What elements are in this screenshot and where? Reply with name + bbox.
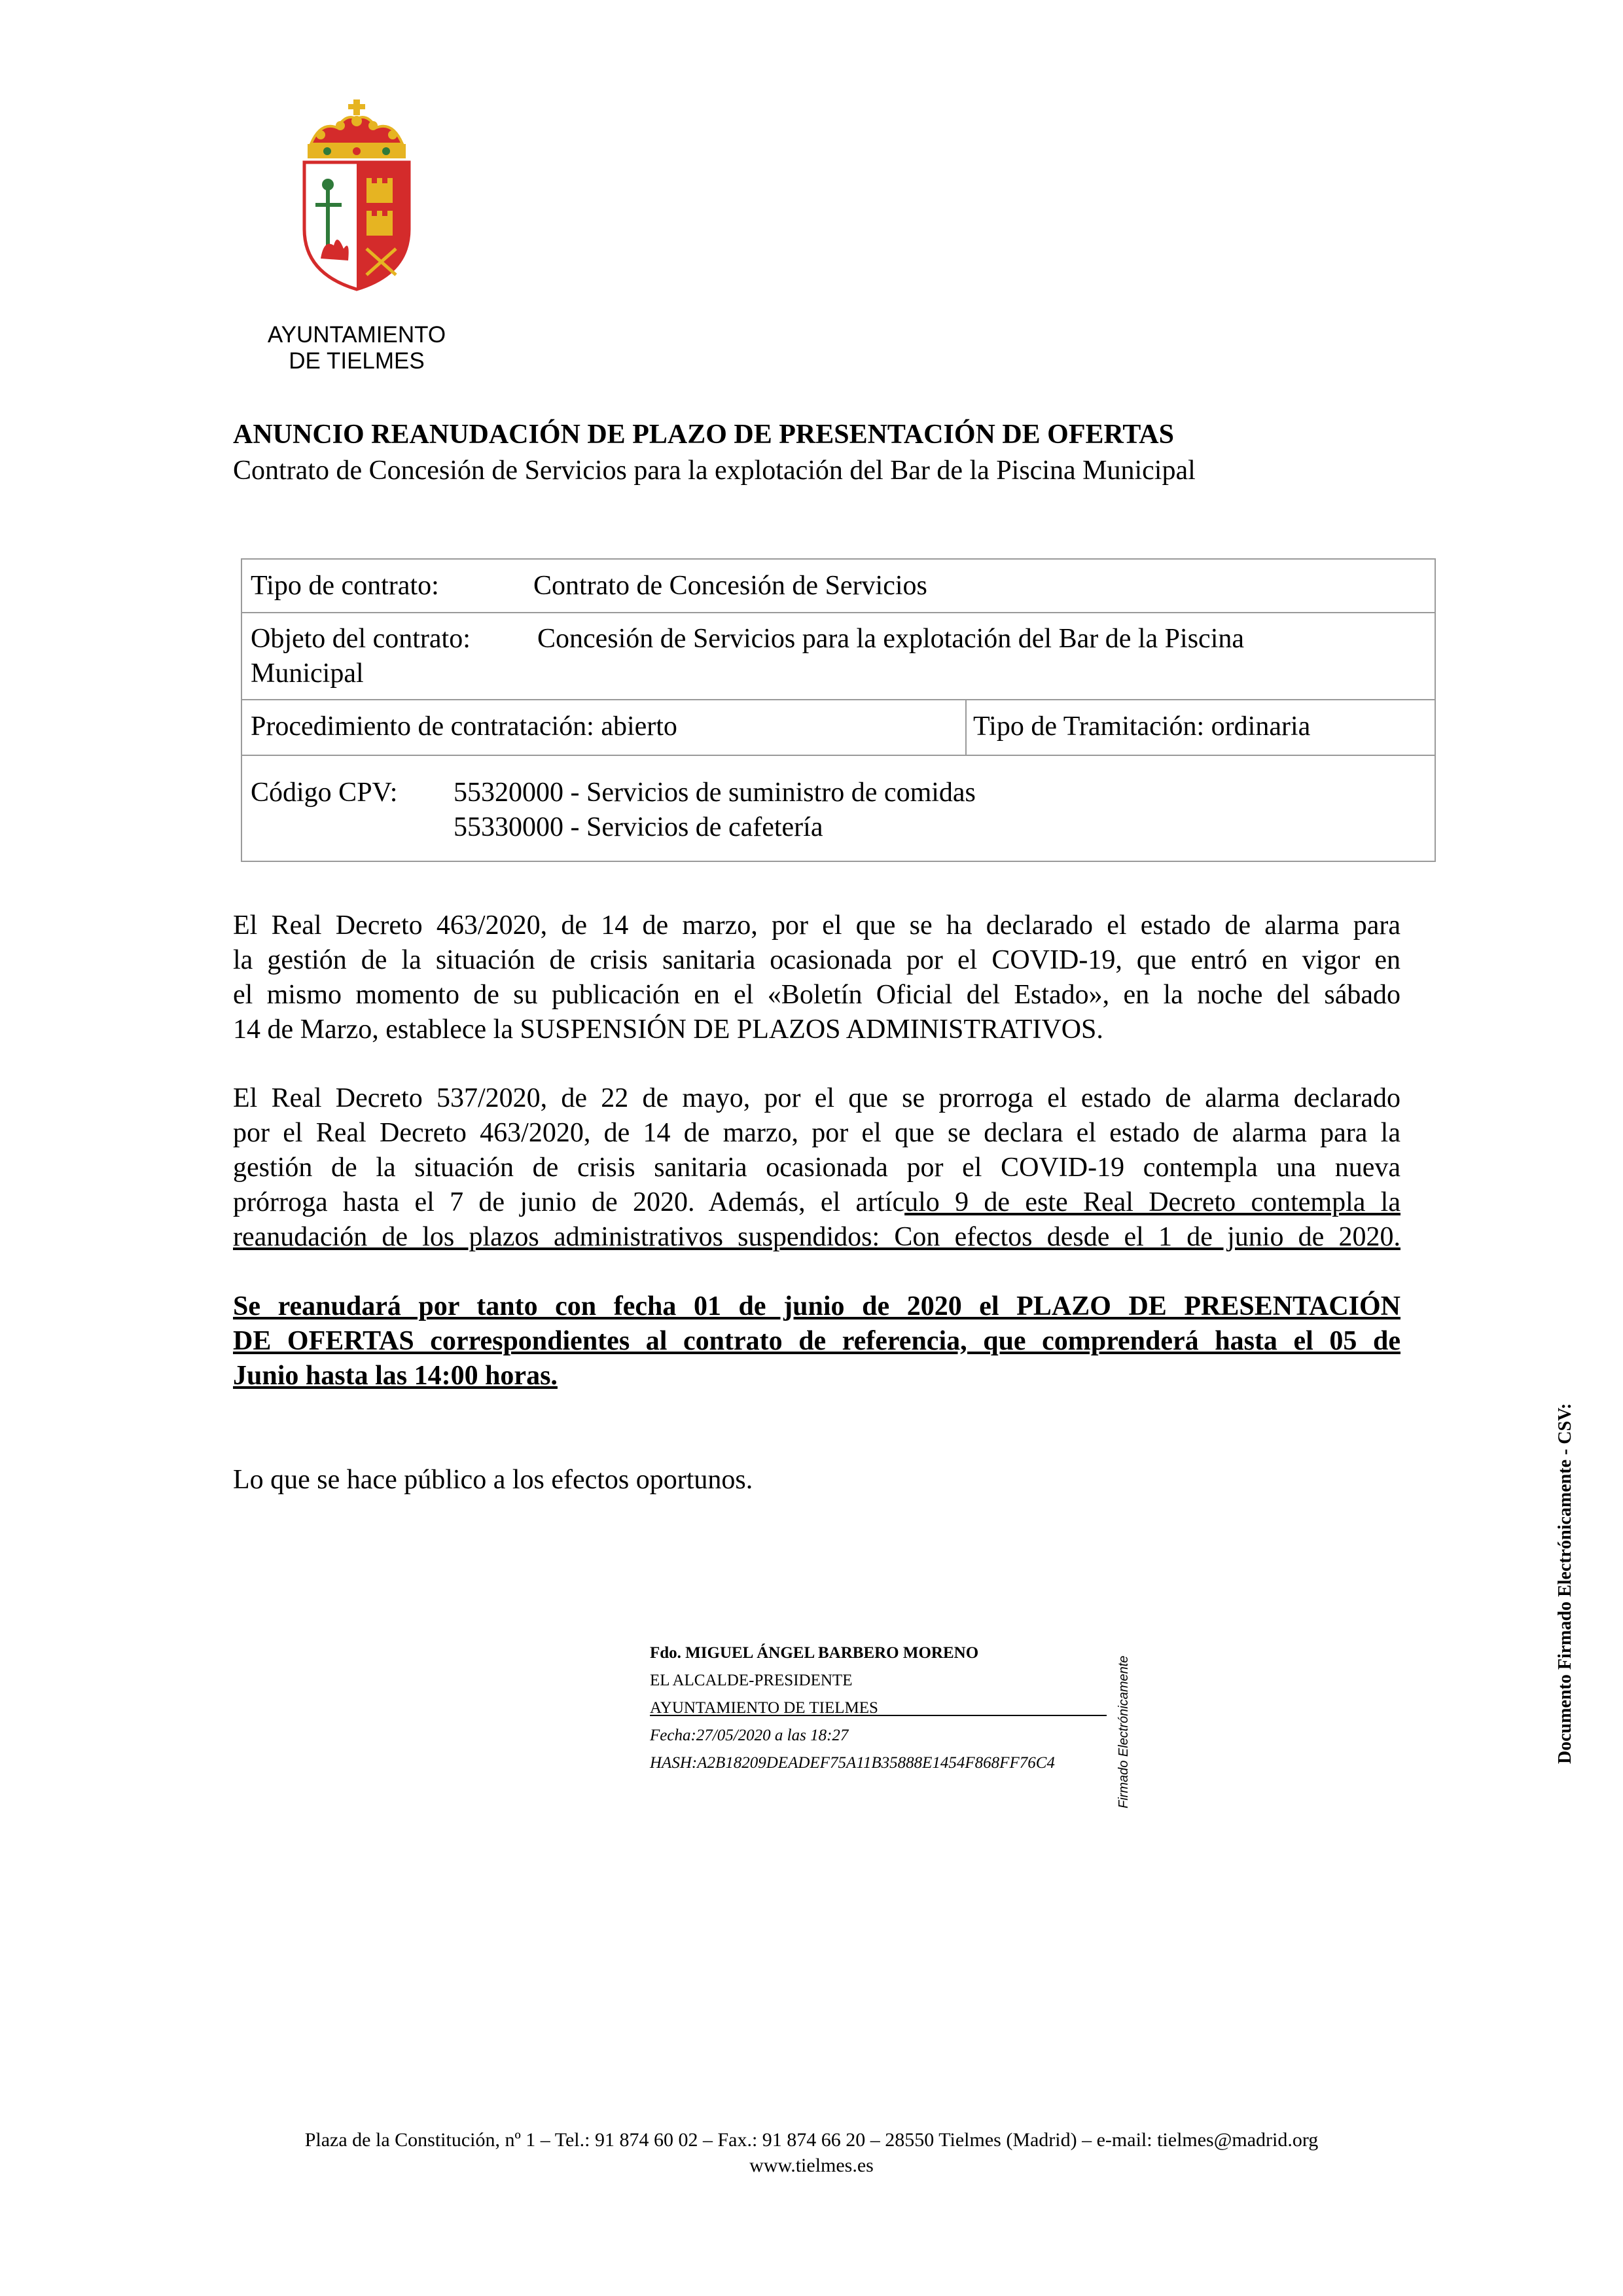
text-line: Lo que se hace público a los efectos oportunos. (233, 1465, 753, 1495)
footer-website-link[interactable]: www.tielmes.es (749, 2155, 874, 2176)
text-line: Junio hasta las 14:00 horas. (233, 1361, 558, 1391)
csv-text (1555, 1403, 1576, 1764)
csv-label: Documento Firmado Electrónicamente - CSV: (1555, 1403, 1575, 1764)
cpv-code-2: 55330000 - Servicios de cafetería (454, 812, 823, 842)
organization-name (216, 322, 497, 374)
table-divider (965, 699, 967, 755)
text-line: Se reanudará por tanto con fecha 01 de junio de 2020 el PLAZO DE PRESENTACIÓN (233, 1291, 1400, 1321)
objeto-contrato-value: Concesión de Servicios para la explotación del Bar de la Piscina (537, 624, 1245, 654)
objeto-contrato-value-cont: Municipal (251, 658, 364, 689)
paragraph-prorroga (233, 1081, 1400, 1255)
vertical-label-text: Firmado Electrónicamente (1116, 1655, 1131, 1808)
tipo-contrato-value: Contrato de Concesión de Servicios (533, 571, 927, 601)
signature-role: EL ALCALDE-PRESIDENTE (650, 1672, 853, 1689)
signature-vertical-label (1113, 1641, 1139, 1812)
text-segment: prórroga hasta el 7 de junio de 2020. Además, el artíc (233, 1187, 905, 1217)
tipo-tramitacion: Tipo de Tramitación: ordinaria (973, 711, 1311, 742)
signature-name: Fdo. MIGUEL ÁNGEL BARBERO MORENO (650, 1644, 979, 1662)
table-divider (242, 755, 1435, 756)
signature-line (650, 1715, 1107, 1716)
org-line-1: AYUNTAMIENTO (267, 322, 446, 348)
text-line: 14 de Marzo, establece la SUSPENSIÓN DE PLAZOS ADMINISTRATIVOS. (233, 1014, 1103, 1045)
text-line: por el Real Decreto 463/2020, de 14 de marzo, por el que se declara el estado de alarma para la (233, 1118, 1400, 1148)
text-line: gestión de la situación de crisis sanitaria ocasionada por el COVID-19 contempla una nueva (233, 1153, 1400, 1183)
signature-date: Fecha:27/05/2020 a las 18:27 (650, 1727, 849, 1744)
table-divider (242, 612, 1435, 613)
closing-statement (233, 1463, 1400, 1498)
municipal-crest-logo (275, 98, 438, 295)
tipo-contrato-label: Tipo de contrato: (251, 571, 439, 601)
footer-address: Plaza de la Constitución, nº 1 – Tel.: 91 874 60 02 – Fax.: 91 874 66 20 – 28550 Tielmes (Madrid) – e-mail: tielmes@madrid.org (304, 2129, 1319, 2151)
signature-org: AYUNTAMIENTO DE TIELMES (650, 1699, 878, 1717)
csv-verification-stamp (1551, 956, 1597, 1767)
cpv-code-1: 55320000 - Servicios de suministro de comidas (454, 778, 976, 808)
text-line (233, 1185, 1400, 1220)
signature-hash: HASH:A2B18209DEADEF75A11B35888E1454F868FF76C4 (650, 1754, 1055, 1772)
document-title: ANUNCIO REANUDACIÓN DE PLAZO DE PRESENTACIÓN DE OFERTAS (233, 420, 1174, 450)
paragraph-reanudacion (233, 1289, 1400, 1393)
underlined-text: ulo 9 de este Real Decreto contempla la (904, 1187, 1400, 1217)
document-subtitle: Contrato de Concesión de Servicios para la explotación del Bar de la Piscina Municipal (233, 456, 1196, 486)
contract-details-table (241, 558, 1436, 862)
procedimiento-contratacion: Procedimiento de contratación: abierto (251, 711, 677, 742)
text-line: El Real Decreto 463/2020, de 14 de marzo, por el que se ha declarado el estado de alarma para (233, 910, 1400, 941)
text-line: DE OFERTAS correspondientes al contrato de referencia, que comprenderá hasta el 05 de (233, 1326, 1400, 1356)
text-line: El Real Decreto 537/2020, de 22 de mayo, por el que se prorroga el estado de alarma declarado (233, 1083, 1400, 1113)
objeto-contrato-label: Objeto del contrato: (251, 624, 471, 654)
org-line-2: DE TIELMES (289, 348, 425, 374)
text-line: el mismo momento de su publicación en el «Boletín Oficial del Estado», en la noche del sábado (233, 980, 1400, 1010)
table-divider (242, 699, 1435, 700)
cpv-label: Código CPV: (251, 778, 398, 808)
paragraph-suspension (233, 908, 1400, 1047)
underlined-text-line: reanudación de los plazos administrativos suspendidos: Con efectos desde el 1 de junio de 2020. (233, 1222, 1400, 1252)
text-line: la gestión de la situación de crisis sanitaria ocasionada por el COVID-19, que entró en vigor en (233, 945, 1400, 975)
